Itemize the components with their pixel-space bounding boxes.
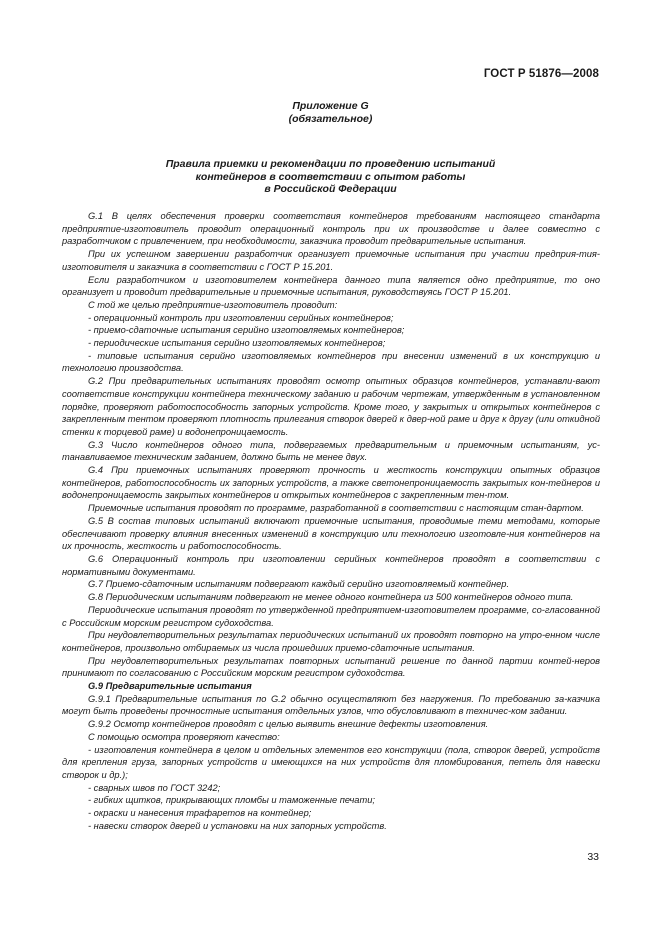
paragraph: При неудовлетворительных результатах периодических испытаний их проводят повторно на утро-енном числе контейнеров, произвольно отбираемых из числа прошедших приемо-сдаточные испытания. xyxy=(62,630,600,653)
list-item: - периодические испытания серийно изготовляемых контейнеров; xyxy=(88,338,386,349)
paragraph: При их успешном завершении разработчик организует приемочные испытания при участии предприя-тия-изготовителя и заказчика в соответствии с ГОСТ Р 15.201. xyxy=(62,249,600,272)
appendix-title: Приложение G xyxy=(292,100,369,112)
list-item: - приемо-сдаточные испытания серийно изготовляемых контейнеров; xyxy=(88,325,405,336)
paragraph: G.3 Число контейнеров одного типа, подвергаемых предварительным и приемочным испытаниям, ус-танавливаемое техническим заданием, должно быть не менее двух. xyxy=(62,439,600,463)
list-item: - сварных швов по ГОСТ 3242; xyxy=(88,782,221,793)
paragraph: G.9.1 Предварительные испытания по G.2 обычно осуществляют без нагружения. По требованию за-казчика могут быть проведены прочностные испытания отдельных узлов, что обусловливают в техничес-ком задании. xyxy=(62,693,600,717)
section-title-line: Правила приемки и рекомендации по проведению испытаний xyxy=(165,158,496,170)
paragraph: G.7 Приемо-сдаточным испытаниям подвергают каждый серийно изготовляемый контейнер. xyxy=(88,579,510,590)
section-title-line: в Российской Федерации xyxy=(264,183,397,195)
list-item: - навески створок дверей и установки на них запорных устройств. xyxy=(88,820,387,831)
paragraph: Периодические испытания проводят по утвержденной предприятием-изготовителем программе, со-гласованной с Российским морским регистром судоходства. xyxy=(62,604,600,628)
paragraph: С той же целью предприятие-изготовитель проводит: xyxy=(88,299,338,310)
paragraph: Приемочные испытания проводят по программе, разработанной в соответствии с настоящим стан-дартом. xyxy=(88,503,584,514)
paragraph: G.1 В целях обеспечения проверки соответствия контейнеров требованиям настоящего стандарта предприятие-изготовитель проводит операционный контроль при их производстве и далее совместно с разработчиком с привлечением, при необходимости, заказчика проводит предварительные испытания. xyxy=(62,211,600,247)
paragraph: G.6 Операционный контроль при изготовлении серийных контейнеров проводят в соответствии с нормативными документами. xyxy=(62,553,600,577)
document-body xyxy=(62,210,600,832)
list-item: - типовые испытания серийно изготовляемых контейнеров при внесении изменений в их конструкцию и технологию производства. xyxy=(62,350,600,374)
appendix-status: (обязательное) xyxy=(288,113,373,125)
list-item: - гибких щитков, прикрывающих пломбы и таможенные печати; xyxy=(88,795,375,806)
page-number: 33 xyxy=(587,851,599,863)
paragraph: Если разработчиком и изготовителем контейнера данного типа является одно предприятие, то оно организует и проводит предварительные и приемочные испытания, руководствуясь ГОСТ Р 15.201. xyxy=(62,274,600,298)
appendix-heading xyxy=(0,100,661,126)
list-item: - изготовления контейнера в целом и отдельных элементов его конструкции (пола, створок дверей, устройств для крепления груза, запорных устройств и имеющихся на них устройств для пломбирования, петель для навески створок и др.); xyxy=(62,744,600,780)
subsection-heading: G.9 Предварительные испытания xyxy=(88,681,252,692)
list-item: - операционный контроль при изготовлении серийных контейнеров; xyxy=(88,312,394,323)
paragraph: С помощью осмотра проверяют качество: xyxy=(88,731,280,742)
section-title xyxy=(0,158,661,196)
paragraph: G.5 В состав типовых испытаний включают приемочные испытания, проводимые теми методами, которые обеспечивают проверку влияния внесенных изменений в конструкцию или технологию изготовле-ния контейнеров на их прочность, жесткость и работоспособность. xyxy=(62,515,600,552)
document-code-header: ГОСТ Р 51876—2008 xyxy=(483,68,599,80)
section-title-line: контейнеров в соответствии с опытом работы xyxy=(195,170,466,183)
paragraph: При неудовлетворительных результатах повторных испытаний решение по данной партии контей-неров принимают по согласованию с Российским морским регистром судоходства. xyxy=(62,655,600,679)
paragraph: G.2 При предварительных испытаниях проводят осмотр опытных образцов контейнеров, устанавли-вают соответствие конструкции контейнера техническому заданию и рабочим чертежам, утвержденным в установленном порядке, проверяют работоспособность запорных устройств. Кроме того, у закрытых и открытых контейнеров с закрепленным тентом проверяют плотность прилегания створок дверей к двер-ной раме и друг к другу (или откидной стенки к торцевой раме) и водонепроницаемость. xyxy=(62,376,600,437)
list-item: - окраски и нанесения трафаретов на контейнер; xyxy=(88,808,312,819)
paragraph: G.9.2 Осмотр контейнеров проводят с целью выявить внешние дефекты изготовления. xyxy=(88,719,489,730)
paragraph: G.4 При приемочных испытаниях проверяют прочность и жесткость конструкции опытных образцов контейнеров, работоспособность их запорных устройств, а также светонепроницаемость закрытых кон-тейнеров и водонепроницаемость закрытых контейнеров и открытых контейнеров с закрепленным тен-том. xyxy=(62,465,600,501)
paragraph: G.8 Периодическим испытаниям подвергают не менее одного контейнера из 500 контейнеров одного типа. xyxy=(88,592,574,603)
